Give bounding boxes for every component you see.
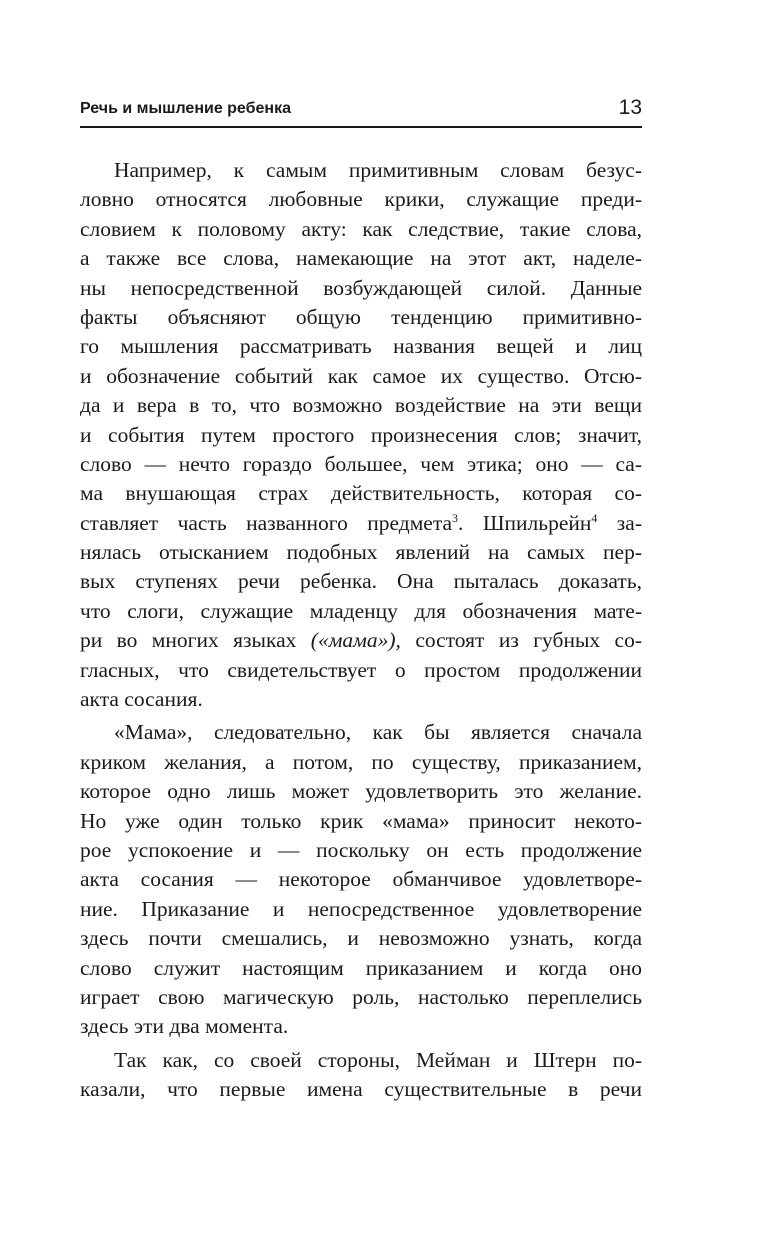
text-line: нялась отысканием подобных явлений на самых пер-: [80, 540, 642, 565]
text-line: ма внушающая страх действительность, которая со-: [80, 481, 642, 506]
text-line: «Мама», следовательно, как бы является сначала: [114, 720, 642, 745]
running-title: Речь и мышление ребенка: [80, 100, 291, 117]
text-line: акта сосания — некоторое обманчивое удовлетворе-: [80, 867, 642, 892]
text-line: ны непосредственной возбуждающей силой. Данные: [80, 275, 642, 300]
line-text: ставляет часть названного предмета: [80, 510, 453, 535]
footnote-ref-4[interactable]: 4: [591, 510, 598, 525]
text-line: ловно относятся любовные крики, служащие преди-: [80, 187, 642, 212]
text-line: факты объясняют общую тенденцию примитивно-: [80, 304, 642, 329]
text-line: а также все слова, намекающие на этот акт, наделе-: [80, 246, 642, 271]
text-line: что слоги, служащие младенцу для обозначения мате-: [80, 598, 642, 623]
text-line: которое одно лишь может удовлетворить это желание.: [80, 779, 642, 804]
text-line: здесь эти два момента.: [80, 1014, 289, 1039]
line-text: . Шпильрейн: [458, 510, 592, 535]
text-line: рое успокоение и — поскольку он есть продолжение: [80, 837, 642, 862]
text-line: Но уже один только крик «мама» приносит некото-: [80, 808, 642, 833]
text-line: Так как, со своей стороны, Мейман и Штерн по-: [114, 1047, 642, 1072]
text-line: казали, что первые имена существительные в речи: [80, 1077, 642, 1102]
text-line-with-italic: [80, 626, 642, 655]
text-line: и обозначение событий как самое их существо. Отсю-: [80, 363, 642, 388]
text-line: играет свою магическую роль, настолько переплелись: [80, 984, 642, 1009]
text-line: Например, к самым примитивным словам безус-: [114, 158, 642, 182]
page-number: 13: [618, 96, 642, 119]
text-line-with-footnotes: [80, 509, 642, 538]
text-line: здесь почти смешались, и невозможно узнать, когда: [80, 926, 642, 951]
text-line: да и вера в то, что возможно воздействие на эти вещи: [80, 393, 642, 418]
line-text: за-: [597, 510, 642, 535]
line-text: ри во многих языках: [80, 628, 311, 653]
paragraph-1: [80, 156, 642, 714]
text-line: словием к половому акту: как следствие, такие слова,: [80, 216, 642, 241]
text-line: и события путем простого произнесения слов; значит,: [80, 422, 642, 447]
text-line: вых ступенях речи ребенка. Она пыталась доказать,: [80, 569, 642, 594]
text-line: акта сосания.: [80, 687, 203, 712]
text-line: слово — нечто гораздо большее, чем этика; оно — са-: [80, 451, 642, 476]
line-text: состоят из губных со-: [400, 628, 642, 653]
body-text: [80, 156, 642, 1105]
text-line: гласных, что свидетельствует о простом продолжении: [80, 657, 642, 682]
text-line: слово служит настоящим приказанием и когда оно: [80, 955, 642, 980]
text-line: криком желания, а потом, по существу, приказанием,: [80, 749, 642, 774]
paragraph-2: [80, 718, 642, 1041]
text-line: го мышления рассматривать названия вещей и лиц: [80, 334, 642, 359]
text-line: ние. Приказание и непосредственное удовлетворение: [80, 896, 642, 921]
italic-text: («мама»),: [310, 628, 401, 653]
paragraph-3: [80, 1046, 642, 1105]
footnote-ref-3[interactable]: 3: [452, 510, 459, 525]
running-head: [80, 98, 642, 128]
